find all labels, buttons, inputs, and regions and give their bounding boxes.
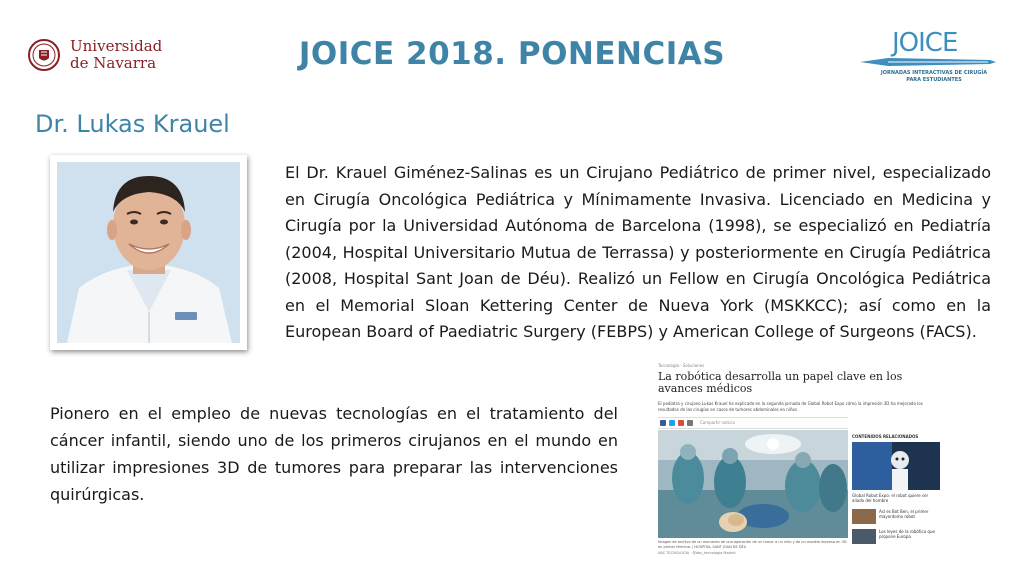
joice-logo-subtitle: JORNADAS INTERACTIVAS DE CIRUGÍA PARA ESTUDIANTES (880, 70, 988, 83)
news-section-label: Tecnología · Soluciones (658, 363, 705, 368)
speaker-portrait-frame (50, 155, 247, 350)
twitter-icon (669, 420, 675, 426)
scalpel-icon (858, 54, 998, 70)
related-thumbnail (852, 529, 876, 544)
page-title: JOICE 2018. PONENCIAS (298, 36, 726, 72)
news-related-title: CONTENIDOS RELACIONADOS (852, 434, 919, 439)
email-icon (687, 420, 693, 426)
facebook-icon (660, 420, 666, 426)
related-item[interactable]: Así es Bot Ben, el primer mayordomo robot (879, 509, 929, 519)
related-item[interactable]: Los leyes de la robótica que propone Europa (879, 529, 935, 539)
joice-logo-word: JOICE (892, 28, 958, 58)
news-headline: La robótica desarrolla un papel clave en los avances médicos (658, 370, 903, 395)
university-name: Universidad de Navarra (70, 37, 163, 72)
news-photo-caption: Imagen de archivo de un momento de una operación de un tumor a un niño y de un modelo impreso en 3D en primer término. / HOSPITAL SANT JOAN DE DÉU (658, 540, 847, 549)
related-item[interactable]: Global Robot Expo: el robot quiere ser aliado del hombre (852, 493, 929, 503)
news-share-bar (658, 417, 848, 429)
speaker-pioneer-text: Pionero en el empleo de nuevas tecnologías en el tratamiento del cáncer infantil, siendo uno de los primeros cirujanos en el mundo en utilizar impresiones 3D de tumores para preparar las intervenciones quirúrgicas. (50, 404, 618, 504)
news-footer: ABC TECNOLOGÍA · @abc_tecnologia Madrid (658, 551, 736, 555)
related-thumbnail (852, 509, 876, 524)
news-lead: El pediatra y cirujano Lukas Krauel ha explicado en la segunda jornada de Global Robot Expo cómo la impresión 3D ha mejorado los resultados de las cirugías en casos de tumores abdominales en niños (658, 401, 923, 412)
news-surgery-photo (658, 430, 848, 538)
speaker-name: Dr. Lukas Krauel (35, 110, 230, 138)
related-robot-thumbnail (852, 442, 940, 490)
news-clipping (652, 360, 946, 558)
speaker-portrait-photo (57, 162, 240, 343)
joice-logo (858, 30, 998, 86)
google-plus-icon (678, 420, 684, 426)
speaker-bio: El Dr. Krauel Giménez-Salinas es un Cirujano Pediátrico de primer nivel, especializado en Cirugía Oncológica Pediátrica y Mínimamente Invasiva. Licenciado en Medicina y Cirugía por la Universidad Autónoma de Barcelona (1998), se especializó en Pediatría (2004, Hospital Universitario Mutua de Terrassa) y posteriormente en Cirugía Pediátrica (2008, Hospital Sant Joan de Déu). Realizó un Fellow en Cirugía Oncológica Pediátrica en el Memorial Sloan Kettering Center de Nueva York (MSKKCC); así como en la European Board of Paediatric Surgery (FEBPS) y American College of Surgeons (FACS). (285, 163, 991, 341)
news-share-label: Compartir noticia (700, 420, 735, 425)
